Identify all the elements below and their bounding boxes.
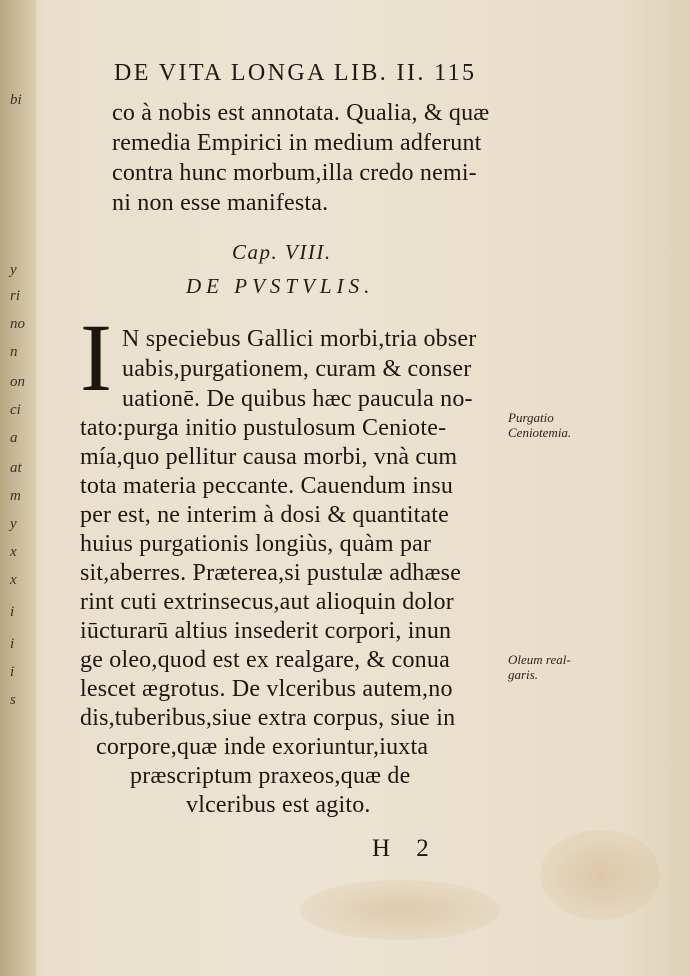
chapter-heading: Cap. VIII. [232, 240, 332, 264]
facing-page-fragment: x [10, 544, 17, 560]
signature-mark: H 2 [372, 835, 439, 862]
text-line: dis,tuberibus,siue extra corpus, siue in [80, 705, 456, 731]
text-line: ni non esse manifesta. [112, 190, 329, 216]
facing-page-fragment: n [10, 344, 18, 360]
margin-note-line: Purgatio [508, 410, 554, 425]
text-line: rint cuti extrinsecus,aut alioquin dolor [80, 589, 454, 615]
text-line: ge oleo,quod est ex realgare, & conua [80, 647, 450, 673]
text-line: corpore,quæ inde exoriuntur,iuxta [96, 734, 429, 760]
text-line: lescet ægrotus. De vlceribus autem,no [80, 676, 453, 702]
facing-page-fragment: on [10, 374, 25, 390]
text-line: huius purgationis longiùs, quàm par [80, 531, 432, 557]
facing-page-fragment: at [10, 460, 22, 476]
text-line: co à nobis est annotata. Qualia, & quæ [112, 100, 490, 126]
facing-page-fragment: ri [10, 288, 21, 304]
facing-page-fragment: i [10, 664, 15, 680]
facing-page-fragment: i [10, 604, 15, 620]
text-line: uabis,purgationem, curam & conser [122, 356, 472, 382]
text-line: tato:purga initio pustulosum Ceniote- [80, 415, 447, 441]
facing-page-fragment: i [10, 636, 15, 652]
paper-stain [540, 830, 660, 920]
margin-note-line: Ceniotemia. [508, 425, 572, 440]
text-line: mía,quo pellitur causa morbi, vnà cum [80, 444, 458, 470]
margin-note-line: garis. [508, 667, 538, 682]
facing-page-fragment: ci [10, 402, 21, 418]
text-line: tota materia peccante. Cauendum insu [80, 473, 454, 499]
facing-page-fragment: bi [10, 92, 22, 108]
text-line: N speciebus Gallici morbi,tria obser [122, 326, 477, 352]
facing-page-fragment: y [10, 262, 17, 278]
paper-stain [300, 880, 500, 940]
text-line: vlceribus est agito. [186, 792, 371, 818]
margin-note [508, 410, 571, 440]
text-line: per est, ne interim à dosi & quantitate [80, 502, 450, 528]
text-line: uationē. De quibus hæc paucula no- [122, 386, 473, 412]
facing-page-fragment: y [10, 516, 17, 532]
running-header: DE VITA LONGA LIB. II. 115 [114, 60, 477, 86]
facing-page-fragment: x [10, 572, 17, 588]
margin-note-line: Oleum real- [508, 652, 571, 667]
margin-note [508, 652, 571, 682]
text-line: contra hunc morbum,illa credo nemi- [112, 160, 477, 186]
text-line: remedia Empirici in medium adferunt [112, 130, 482, 156]
chapter-subtitle: DE PVSTVLIS. [186, 274, 375, 298]
text-line: præscriptum praxeos,quæ de [130, 763, 411, 789]
facing-page-fragment: no [10, 316, 25, 332]
facing-page-fragment: m [10, 488, 21, 504]
facing-page-fragment: s [10, 692, 16, 708]
drop-cap: I [80, 304, 112, 411]
facing-page-fragment: a [10, 430, 18, 446]
text-line: sit,aberres. Præterea,si pustulæ adhæse [80, 560, 462, 586]
text-line: iūcturarū altius insederit corpori, inun [80, 618, 452, 644]
